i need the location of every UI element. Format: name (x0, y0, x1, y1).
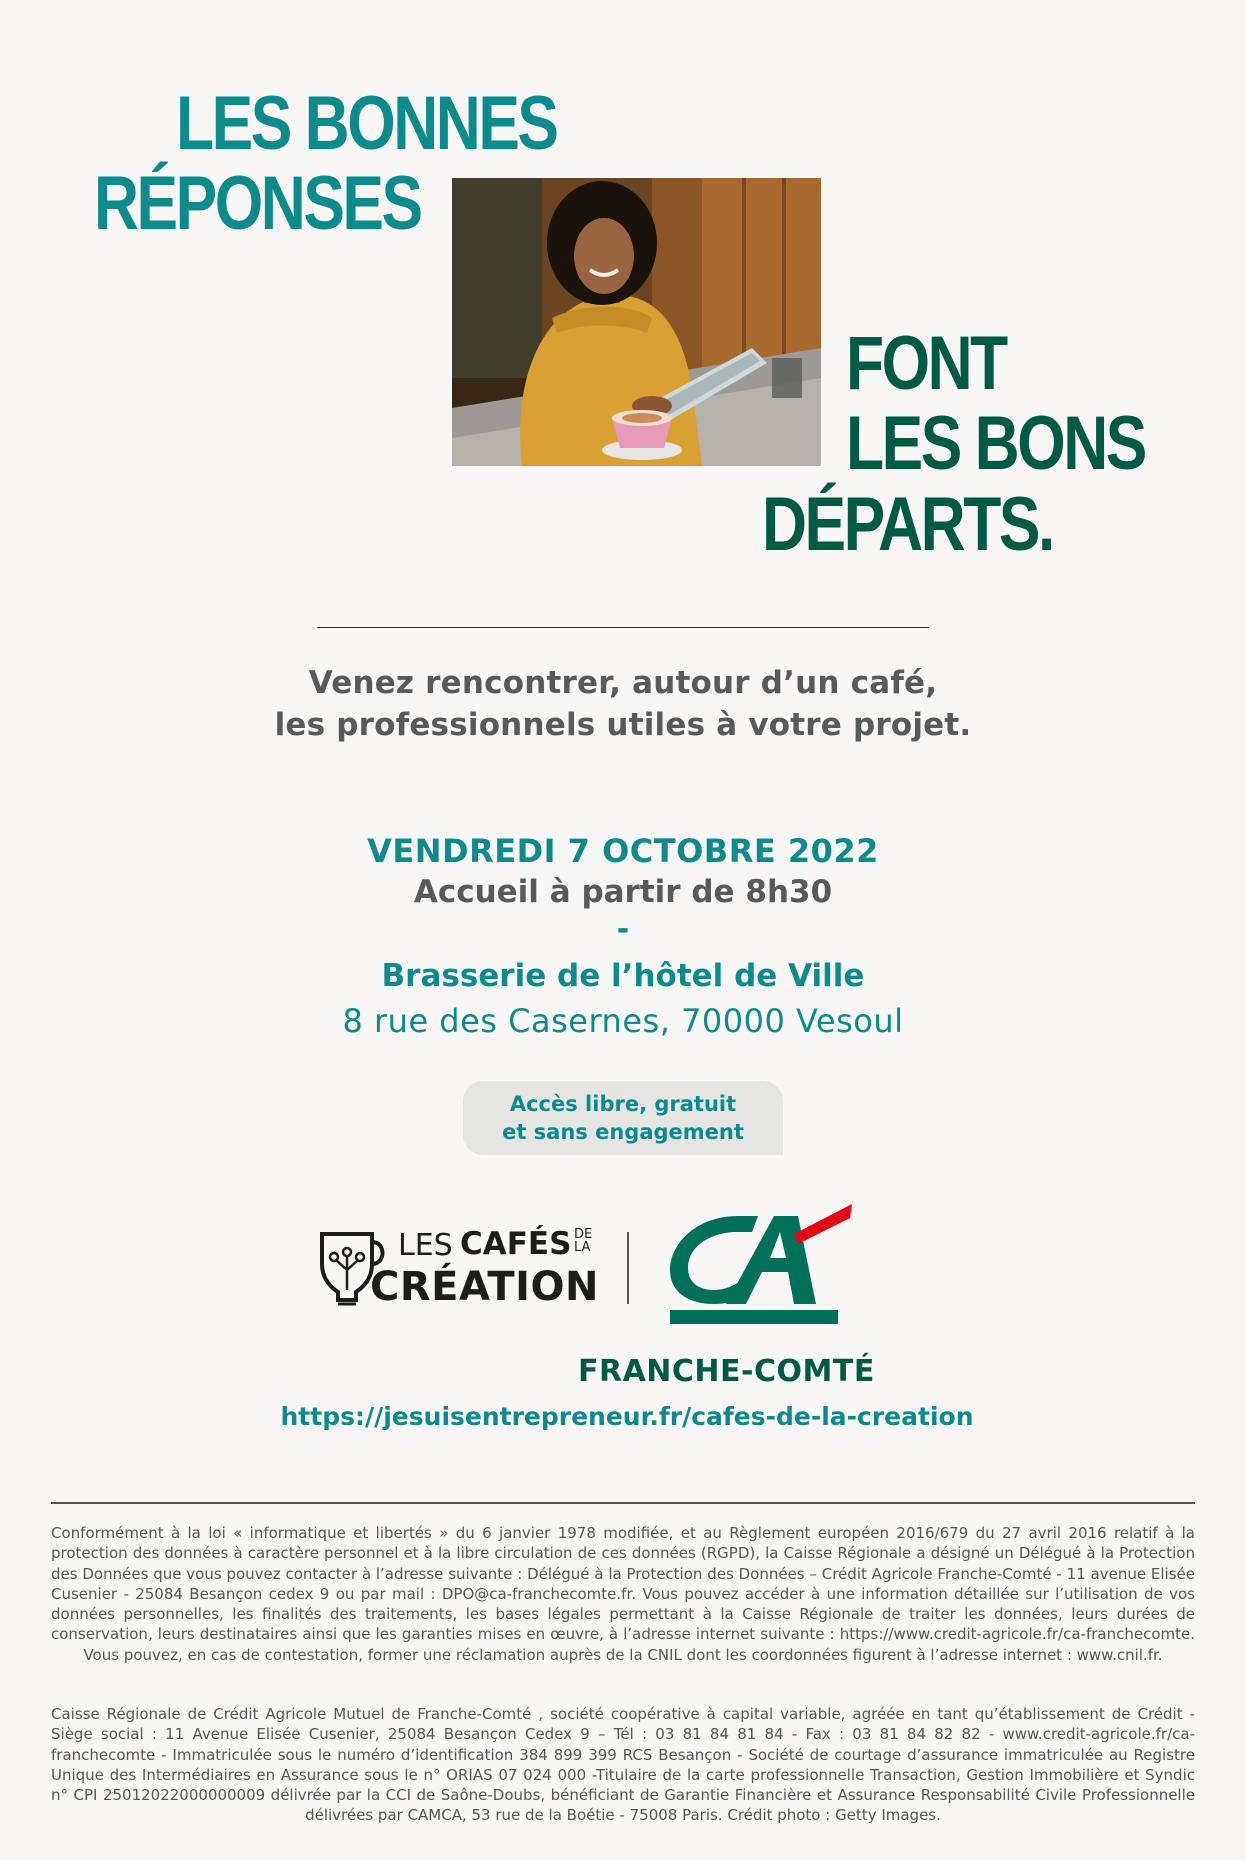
access-badge (463, 1081, 783, 1155)
invitation-text (0, 662, 1246, 746)
logo-cafes-de: DE (574, 1227, 593, 1242)
headline-line-3: FONT (846, 321, 1006, 406)
event-separator: - (616, 912, 630, 947)
headline-line-4: LES BONS (846, 401, 1145, 486)
access-line-1: Accès libre, gratuit (509, 1092, 737, 1116)
website-link[interactable] (0, 1402, 1246, 1431)
headline-line-2: RÉPONSES (94, 161, 421, 246)
hero-photo (452, 178, 821, 466)
event-venue: Brasserie de l’hôtel de Ville (381, 958, 865, 994)
access-line-2: et sans engagement (502, 1120, 744, 1144)
website-link-text[interactable]: https://jesuisentrepreneur.fr/cafes-de-la-creation (280, 1402, 974, 1431)
event-date: VENDREDI 7 OCTOBRE 2022 (367, 832, 879, 870)
event-address: 8 rue des Casernes, 70000 Vesoul (342, 1002, 904, 1040)
legal-company-info: Caisse Régionale de Crédit Agricole Mutuel de Franche-Comté , société coopérative à capital variable, agréée en tant qu’établissement de Crédit - Siège social : 11 Avenue Elisée Cusenier, 25084 Besançon Cedex 9 – Tél : 03 81 84 81 84 - Fax : 03 81 84 82 82 - www.credit-agricole.fr/ca-franchecomte - Immatriculée sous le numéro d’identification 384 899 399 RCS Besançon - Société de courtage d’assurance immatriculée au Registre Unique des Intermédiaires en Assurance sous le n° ORIAS 07 024 000 -Titulaire de la carte professionnelle Transaction, Gestion Immobilière et Syndic n° CPI 25012022000000009 délivrée par la CCI de Saône-Doubs, bénéficiant de Garantie Financière et Assurance Responsabilité Civile Professionnelle délivrées par CAMCA, 53 rue de la Boétie - 75008 Paris. Crédit photo : Getty Images. (51, 1705, 1195, 1825)
credit-agricole-logo (666, 1200, 852, 1330)
invitation-line-2: les professionnels utiles à votre projet. (274, 707, 972, 743)
logo-cafes-les: LES (398, 1228, 453, 1263)
logo-cafes-cafes: CAFÉS (460, 1226, 572, 1262)
logo-cafes-de-la (574, 1228, 592, 1254)
logo-separator (627, 1232, 629, 1304)
event-welcome-time: Accueil à partir de 8h30 (413, 874, 833, 910)
logo-cafes-la: LA (574, 1240, 591, 1255)
legal-privacy-notice: Conformément à la loi « informatique et libertés » du 6 janvier 1978 modifiée, et au Règlement européen 2016/679 du 27 avril 2016 relatif à la protection des données à caractère personnel et à la libre circulation de ces données (RGPD), la Caisse Régionale a désigné un Délégué à la Protection des Données que vous pouvez contacter à l’adresse suivante : Délégué à la Protection des Données – Crédit Agricole Franche-Comté - 11 avenue Elisée Cusenier - 25084 Besançon cedex 9 ou par mail : DPO@ca-franchecomte.fr. Vous pouvez accéder à une information détaillée sur l’utilisation de vos données personnelles, les finalités des traitements, les bases légales permettant à la Caisse Régionale de traiter les données, leurs durées de conservation, leurs destinataires ainsi que les garanties mises en œuvre, à l’adresse internet suivante : https://www.credit-agricole.fr/ca-franchecomte. Vous pouvez, en cas de contestation, former une réclamation auprès de la CNIL dont les coordonnées figurent à l’adresse internet : www.cnil.fr. (51, 1524, 1195, 1664)
top-divider (317, 627, 929, 628)
invitation-line-1: Venez rencontrer, autour d’un café, (308, 665, 938, 701)
franche-comte-label: FRANCHE-COMTÉ (578, 1354, 875, 1389)
logo-cafes-creation: CRÉATION (370, 1264, 599, 1310)
bottom-divider (51, 1502, 1195, 1504)
headline-line-5: DÉPARTS. (762, 482, 1053, 567)
headline-line-1: LES BONNES (176, 81, 557, 166)
